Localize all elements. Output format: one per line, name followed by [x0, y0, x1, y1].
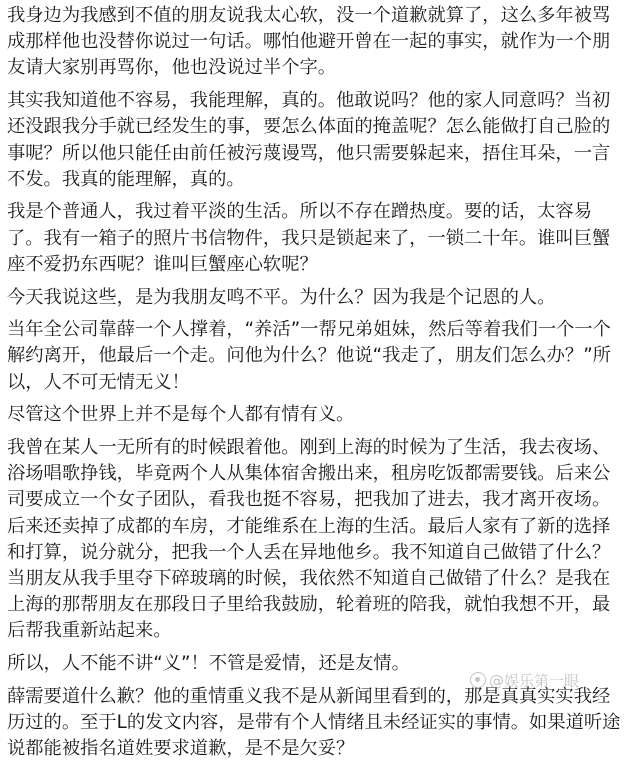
- paragraph-9: 薛需要道什么歉？他的重情重义我不是从新闻里看到的，那是真真实实我经历过的。至于L的发文内容，是带有个人情绪且未经证实的事情。如果道听途说都能被指名道姓要求道歉，是不是欠妥？: [7, 685, 621, 760]
- paragraph-5: 当年全公司靠薛一个人撑着，“养活”一帮兄弟姐妹，然后等着我们一个一个解约离开，他最后一个走。问他为什么？他说“我走了，朋友们怎么办？”所以，人不可无情无义！: [7, 319, 611, 393]
- paragraph-2: 其实我知道他不容易，我能理解，真的。他敢说吗？他的家人同意吗？当初还没跟我分手就已经发生的事，要怎么体面的掩盖呢？怎么能做打自己脸的事呢？所以他只能任由前任被污蔑谩骂，他只需要躲起来，捂住耳朵，一言不发。我真的能理解，真的。: [7, 90, 611, 190]
- paragraph-1: 我身边为我感到不值的朋友说我太心软，没一个道歉就算了，这么多年被骂成那样他也没替你说过一句话。哪怕他避开曾在一起的事实，就作为一个朋友请大家别再骂你，他也没说过半个字。: [7, 5, 611, 79]
- watermark-text: @娱乐第一眼: [489, 672, 580, 690]
- watermark: [470, 671, 579, 691]
- paragraph-8: 所以，人不能不讲“义”！不管是爱情，还是友情。: [7, 653, 410, 675]
- article-body: [7, 3, 625, 769]
- paragraph-3: 我是个普通人，我过着平淡的生活。所以不存在蹭热度。要的话，太容易了。我有一箱子的照片书信物件，我只是锁起来了，一锁二十年。谁叫巨蟹座不爱扔东西呢？谁叫巨蟹座心软呢？: [7, 201, 611, 275]
- paragraph-4: 今天我说这些，是为我朋友鸣不平。为什么？因为我是个记恩的人。: [7, 286, 556, 308]
- weibo-logo-icon: [470, 672, 486, 688]
- paragraph-7: 我曾在某人一无所有的时候跟着他。刚到上海的时候为了生活，我去夜场、浴场唱歌挣钱，毕竟两个人从集体宿舍搬出来，租房吃饭都需要钱。后来公司要成立一个女子团队，看我也挺不容易，把我加了进去，我才离开夜场。后来还卖掉了成都的车房，才能维系在上海的生活。最后人家有了新的选择和打算，说分就分，把我一个人丢在异地他乡。我不知道自己做错了什么？当朋友从我手里夺下碎玻璃的时候，我依然不知道自己做错了什么？是我在上海的那帮朋友在那段日子里给我鼓励，轮着班的陪我，就怕我想不开，最后帮我重新站起来。: [7, 437, 611, 642]
- paragraph-6: 尽管这个世界上并不是每个人都有情有义。: [7, 404, 355, 426]
